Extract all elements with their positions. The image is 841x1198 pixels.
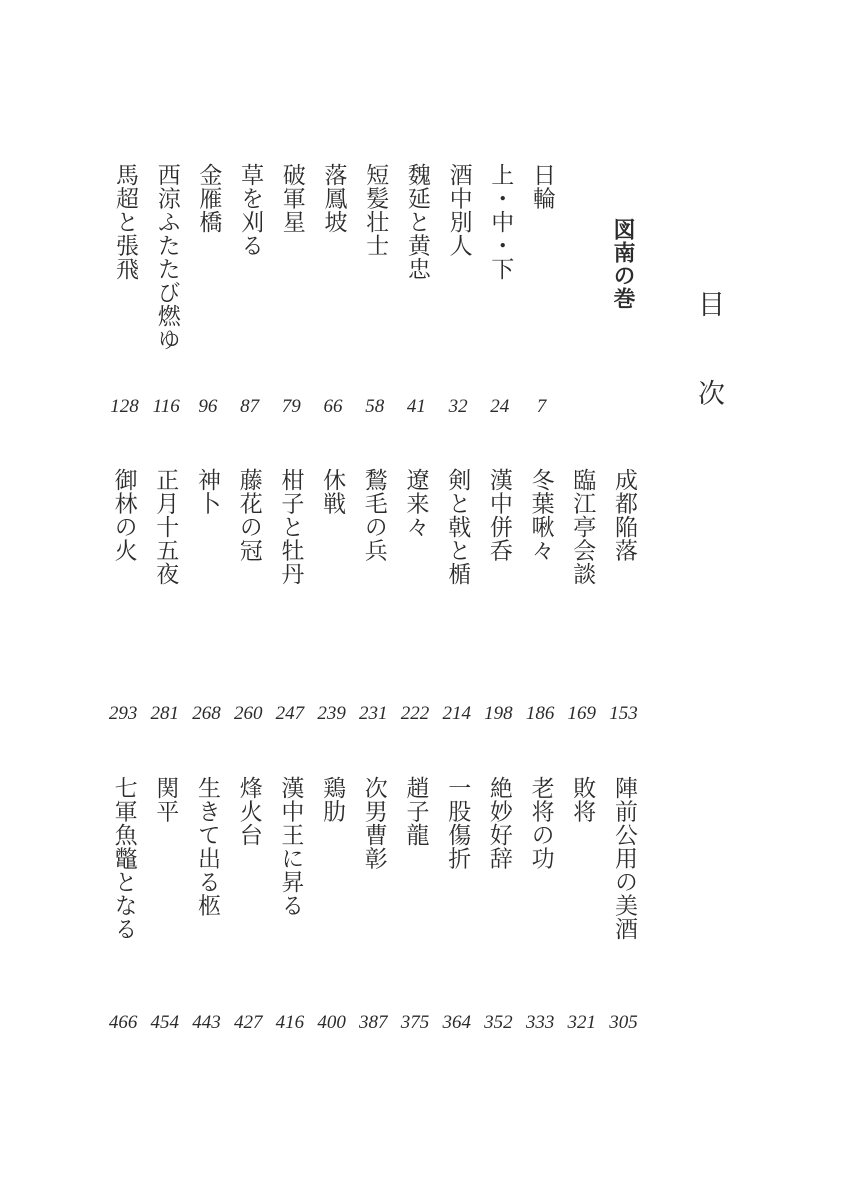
toc-entry-title: 草を刈る [237,163,264,257]
toc-entry-page: 169 [567,703,597,724]
toc-entry-title: 生きて出る柩 [194,776,220,917]
toc-entry-title: 正月十五夜 [152,468,179,586]
toc-entry-page: 231 [359,703,388,724]
toc-entry-page: 268 [192,703,221,724]
toc-entry-title: 破軍星 [278,163,305,234]
toc-entry-page: 247 [275,703,305,724]
toc-entry-page: 96 [198,396,218,417]
toc-entry-page: 333 [525,1012,555,1033]
toc-entry-title: 上・中・下 [487,163,514,281]
toc-entry-title: 趙子龍 [402,776,429,847]
toc-entry-title: 休戦 [319,468,346,515]
toc-entry-title: 関平 [152,776,179,823]
toc-entry-title: 柑子と牡丹 [277,468,304,586]
toc-entry-page: 443 [192,1012,221,1033]
toc-entry-title: 落鳳坡 [320,163,347,234]
toc-entry-page: 364 [442,1012,471,1033]
toc-entry-page: 214 [442,703,471,724]
toc-entry-page: 24 [490,396,510,417]
toc-entry-page: 375 [400,1012,430,1033]
toc-entry-page: 7 [536,396,547,417]
toc-entry-title: 西涼ふたたび燃ゆ [153,163,180,351]
toc-entry-title: 藤花の冠 [235,468,262,562]
toc-entry-title: 御林の火 [110,468,137,562]
toc-heading: 目次 [693,290,724,468]
toc-entry-title: 臨江亭会談 [569,468,596,586]
toc-entry-title: 剣と戟と楯 [444,468,471,586]
toc-entry-page: 466 [108,1012,138,1033]
toc-entry-page: 128 [110,396,139,417]
toc-entry-title: 漢中併呑 [485,468,512,562]
toc-entry-title: 敗将 [569,776,596,823]
toc-entry-page: 32 [448,396,468,417]
toc-entry-title: 神卜 [194,468,220,515]
toc-entry-title: 七軍魚鼈となる [110,776,137,941]
toc-entry-title: 次男曹彰 [360,776,387,870]
toc-entry-page: 153 [609,703,638,724]
toc-entry-title: 冬葉啾々 [527,468,554,562]
toc-entry-page: 281 [150,703,180,724]
toc-entry-page: 66 [323,396,343,417]
toc-entry-title: 鶏肋 [319,776,346,823]
toc-entry-page: 400 [317,1012,346,1033]
toc-entry-page: 305 [609,1012,638,1033]
toc-entry-page: 239 [317,703,346,724]
toc-entry-page: 198 [484,703,513,724]
toc-entry-title: 日輪 [529,163,555,210]
toc-entry-title: 漢中王に昇る [277,776,304,917]
toc-entry-title: 金雁橋 [195,163,222,234]
toc-entry-page: 186 [525,703,555,724]
toc-entry-page: 321 [567,1012,597,1033]
toc-entry-title: 鶖毛の兵 [360,468,387,562]
toc-entry-page: 87 [240,396,260,417]
toc-entry-title: 絶妙好辞 [485,776,512,870]
section-title: 図南の巻 [610,218,636,310]
toc-entry-title: 馬超と張飛 [112,163,138,281]
toc-entry-title: 短髪壮士 [362,163,389,257]
toc-entry-page: 58 [365,396,385,417]
toc-entry-title: 烽火台 [235,776,262,847]
toc-entry-page: 116 [152,396,180,417]
toc-entry-page: 293 [108,703,138,724]
toc-entry-page: 454 [150,1012,180,1033]
toc-entry-title: 陣前公用の美酒 [611,776,637,941]
toc-entry-page: 222 [400,703,430,724]
toc-entry-page: 387 [359,1012,388,1033]
toc-entry-title: 一股傷折 [444,776,471,870]
toc-entry-title: 酒中別人 [445,163,472,257]
toc-entry-title: 遼来々 [402,468,429,539]
toc-entry-title: 成都陥落 [611,468,637,562]
toc-entry-page: 79 [281,396,301,417]
toc-entry-title: 魏延と黄忠 [403,163,430,281]
toc-entry-page: 41 [406,396,426,417]
toc-entry-page: 260 [233,703,263,724]
toc-entry-page: 416 [275,1012,305,1033]
toc-entry-page: 427 [233,1012,263,1033]
toc-entry-page: 352 [484,1012,513,1033]
toc-entry-title: 老将の功 [527,776,554,870]
